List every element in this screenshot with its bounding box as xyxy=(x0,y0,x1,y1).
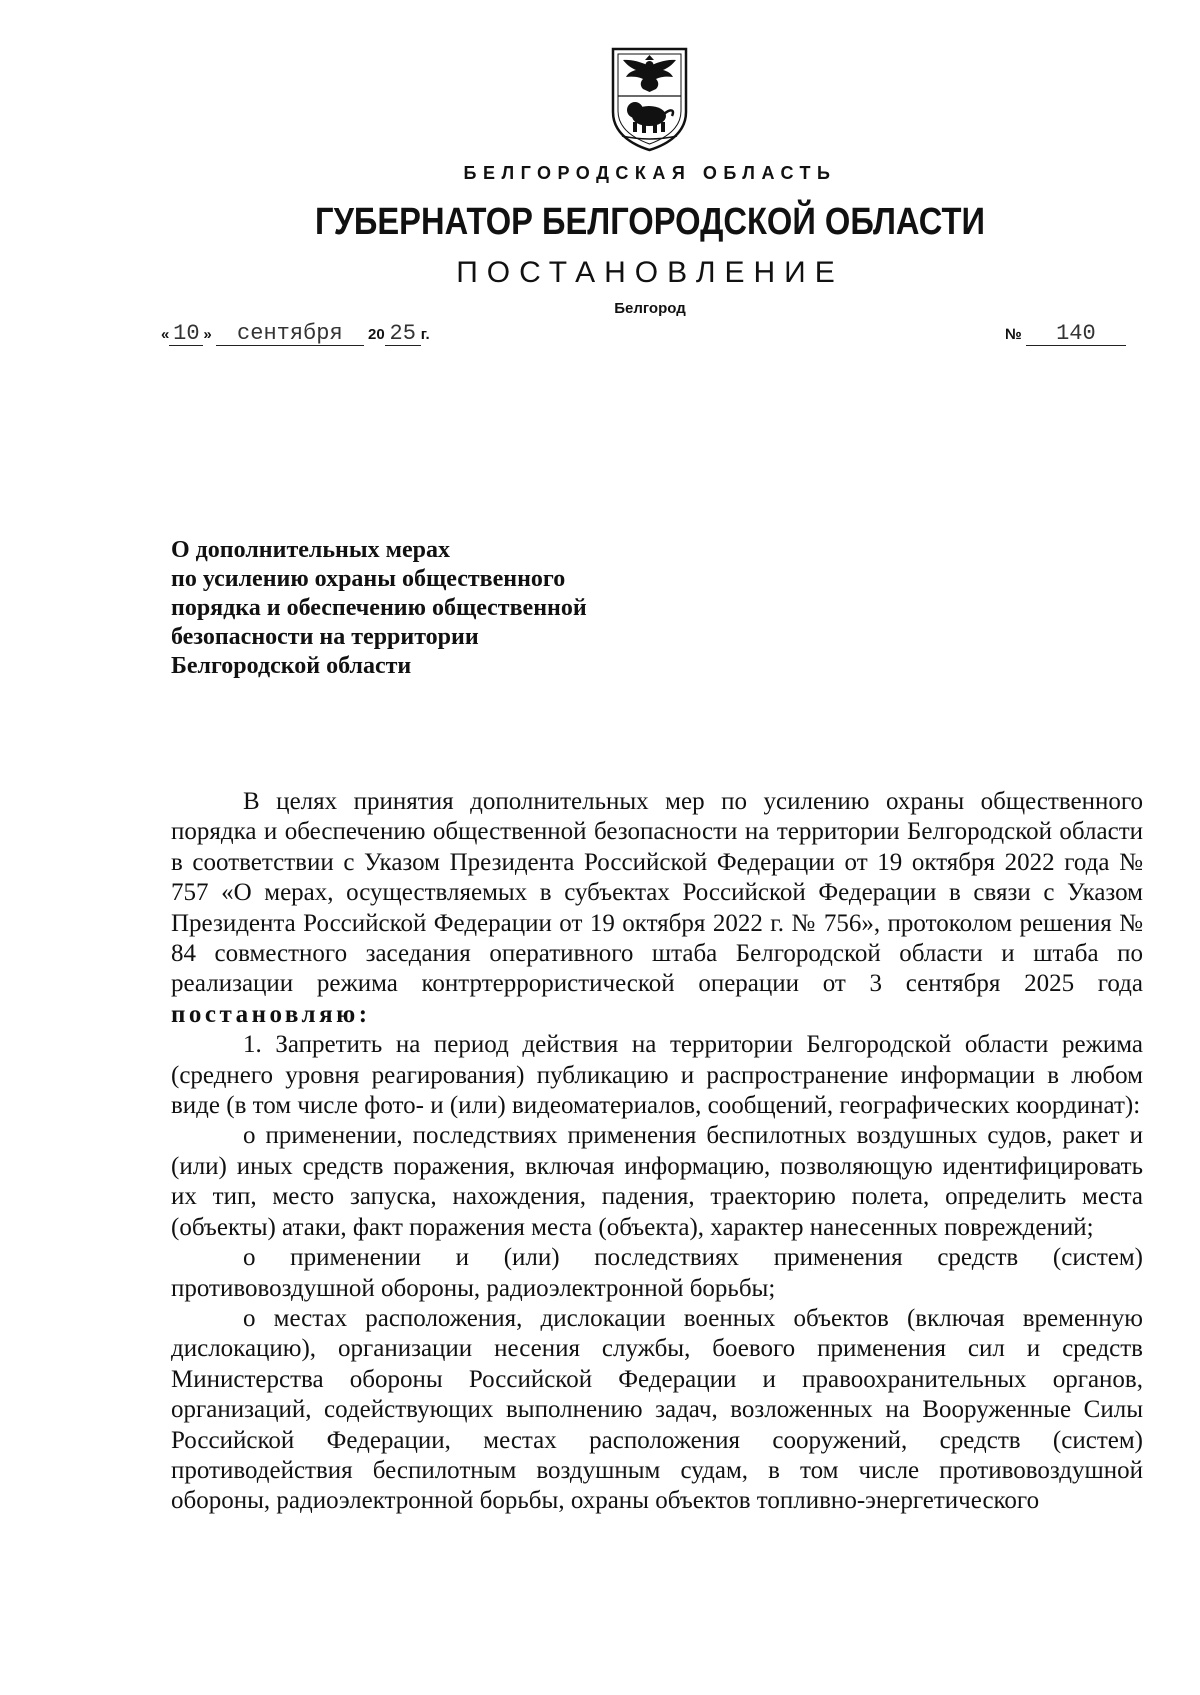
title-line: безопасности на территории xyxy=(171,624,479,650)
city-label: Белгород xyxy=(614,300,686,317)
sub-item-paragraph: о применении, последствиях применения беспилотных воздушных судов, ракет и (или) иных средств поражения, включая информацию, позволяющую идентифицировать их тип, место запуска, нахождения, падения, траекторию полета, определить места (объекты) атаки, факт поражения места (объекта), характер нанесенных повреждений; xyxy=(171,1122,1143,1241)
preamble-text: В целях принятия дополнительных мер по усилению охраны общественного порядка и обеспечению общественной безопасности на территории Белгородской области в соответствии с Указом Президента Российской Федерации от 19 октября 2022 года № 757 «О мерах, осуществляемых в субъектах Российской Федерации в связи с Указом Президента Российской Федерации от 19 октября 2022 г. № 756», протоколом решения № 84 совместного заседания оперативного штаба Белгородской области и штаба по реализации режима контртеррористической операции от 3 сентября 2025 года xyxy=(171,788,1143,998)
date-close-quote: » xyxy=(203,326,212,343)
authority-heading: ГУБЕРНАТОР БЕЛГОРОДСКОЙ ОБЛАСТИ xyxy=(315,201,985,243)
document-number xyxy=(1005,323,1126,346)
document-title xyxy=(171,536,587,681)
document-body xyxy=(171,787,1143,1517)
title-line: Белгородской области xyxy=(171,653,412,679)
document-type-heading: ПОСТАНОВЛЕНИЕ xyxy=(456,256,844,289)
preamble-paragraph xyxy=(171,787,1143,1030)
date-open-quote: « xyxy=(161,326,170,343)
eagle-icon xyxy=(623,55,676,92)
sub-item-paragraph: о местах расположения, дислокации военных объектов (включая временную дислокацию), организации несения службы, боевого применения сил и средств Министерства обороны Российской Федерации и правоохранительных органов, организаций, содействующих выполнению задач, возложенных на Вооруженные Силы Российской Федерации, местах расположения сооружений, средств (систем) противодействия беспилотным воздушным судам, в том числе противовоздушной обороны, радиоэлектронной борьбы, охраны объектов топливно-энергетического xyxy=(171,1304,1143,1515)
title-line: О дополнительных мерах xyxy=(171,537,450,563)
decree-colon: : xyxy=(358,1000,368,1028)
date-year-suffix: 25 xyxy=(385,323,421,346)
sub-item-paragraph: о применении и (или) последствиях применения средств (систем) противовоздушной обороны, радиоэлектронной борьбы; xyxy=(171,1244,1143,1302)
title-line: по усилению охраны общественного xyxy=(171,566,566,592)
date-day: 10 xyxy=(169,323,203,346)
number-label: № xyxy=(1005,326,1022,343)
date-year-prefix: 20 xyxy=(368,326,385,343)
region-heading: БЕЛГОРОДСКАЯ ОБЛАСТЬ xyxy=(463,163,837,183)
item-1-paragraph: 1. Запретить на период действия на территории Белгородской области режима (среднего уровня реагирования) публикацию и распространение информации в любом виде (в том числе фото- и (или) видеоматериалов, сообщений, географических координат): xyxy=(171,1031,1143,1120)
coat-of-arms-emblem xyxy=(609,46,690,152)
date-month: сентября xyxy=(216,323,364,346)
date-year-abbr: г. xyxy=(420,326,430,343)
decree-word: постановляю xyxy=(171,1000,359,1028)
number-value: 140 xyxy=(1026,323,1126,346)
title-line: порядка и обеспечению общественной xyxy=(171,595,587,621)
document-date xyxy=(161,323,430,346)
